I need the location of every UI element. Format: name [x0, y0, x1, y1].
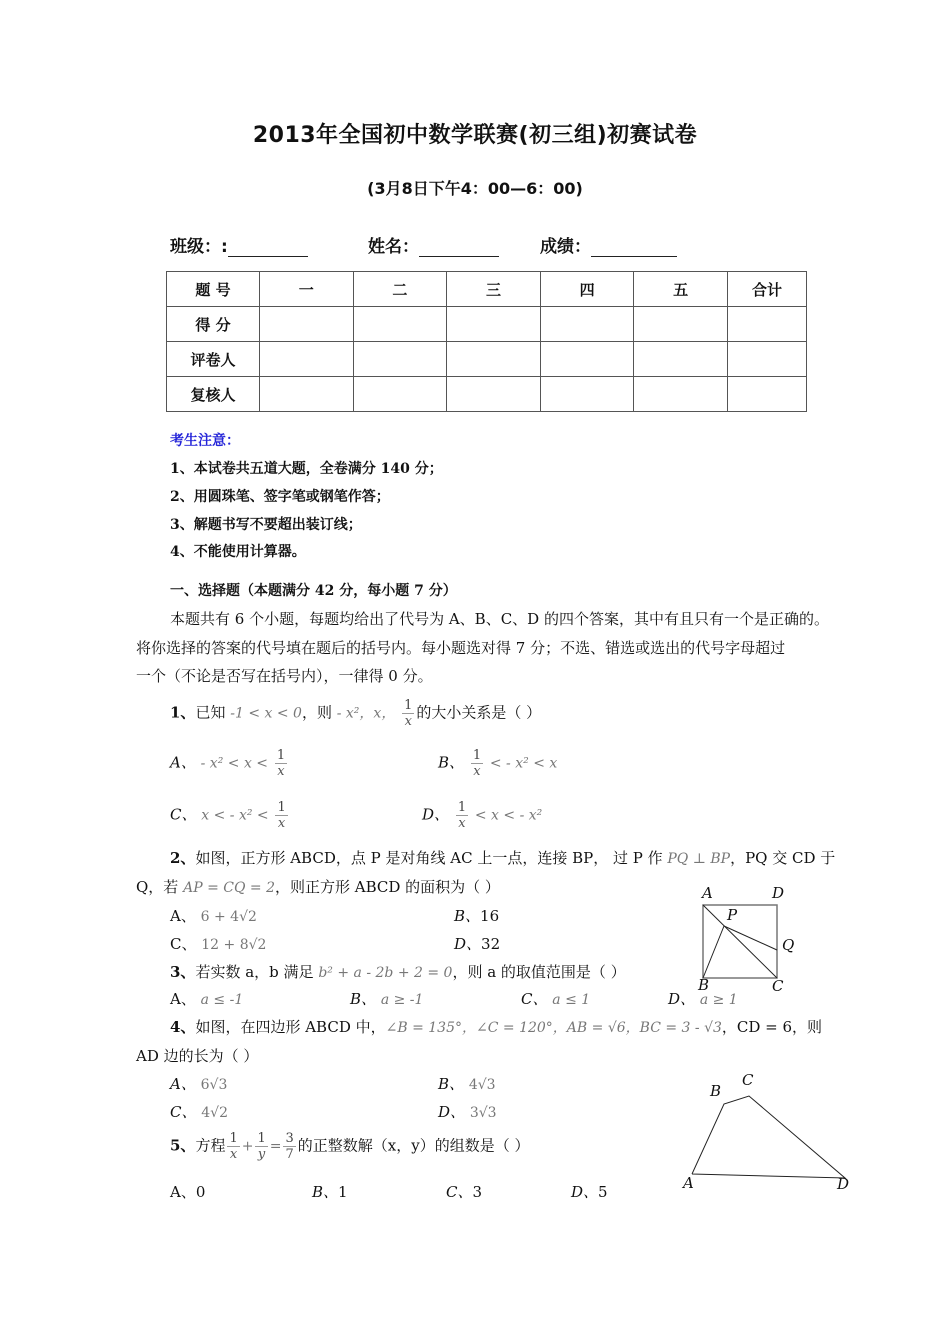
- label-c: C: [742, 1071, 754, 1089]
- class-blank[interactable]: [228, 238, 308, 257]
- question-number: 4、: [170, 1018, 196, 1036]
- fraction: $\frac{1}{x}$: [457, 800, 467, 831]
- q2-text: ，PQ 交 CD 于: [730, 849, 836, 867]
- option-b[interactable]: [312, 1181, 348, 1202]
- intro-line: 将你选择的答案的代号填在题后的括号内。每小题选对得 7 分；不选、错选或选出的代号字母超过: [136, 639, 786, 657]
- score-cell[interactable]: [728, 307, 807, 342]
- option-b[interactable]: [350, 988, 423, 1009]
- option-a[interactable]: [170, 1073, 227, 1094]
- score-cell[interactable]: [728, 377, 807, 412]
- q5-text: 方程: [195, 1136, 226, 1155]
- option-value: 3√3: [469, 1105, 497, 1121]
- q1-terms: - x²，x，: [336, 705, 396, 722]
- option-label: D、: [422, 805, 450, 824]
- option-b[interactable]: [438, 748, 557, 779]
- notice-item: 1、本试卷共五道大题，全卷满分 140 分；: [170, 461, 443, 477]
- option-label: B、: [438, 753, 465, 772]
- option-label: D、: [668, 990, 696, 1008]
- score-field[interactable]: [540, 232, 677, 257]
- option-label: B、: [350, 990, 377, 1008]
- intro-line: 一个（不论是否写在括号内），一律得 0 分。: [136, 667, 433, 685]
- header-cell: 五: [634, 272, 728, 307]
- option-b[interactable]: [454, 905, 499, 926]
- question-5: [170, 1131, 529, 1162]
- q5-text: 的正整数解（x，y）的组数是（ ）: [297, 1136, 530, 1155]
- name-label: 姓名：: [368, 237, 419, 257]
- score-cell[interactable]: [540, 377, 634, 412]
- option-value: 3: [472, 1183, 483, 1201]
- exam-title: 2013年全国初中数学联赛(初三组)初赛试卷: [252, 123, 698, 148]
- score-cell[interactable]: [353, 342, 447, 377]
- option-label: C、: [446, 1183, 473, 1201]
- option-value: a ≥ 1: [699, 992, 738, 1008]
- score-table-header: [167, 272, 807, 307]
- option-label: D、: [454, 935, 482, 953]
- option-label: C、: [170, 1103, 197, 1121]
- option-d[interactable]: [438, 1101, 497, 1122]
- option-label: A、: [170, 990, 196, 1008]
- option-a[interactable]: [170, 988, 243, 1009]
- option-label: D、: [438, 1103, 466, 1121]
- fraction: $\frac{1}{x}$: [277, 800, 286, 831]
- q1-text: 的大小关系是（ ）: [416, 703, 542, 722]
- option-c[interactable]: [170, 1101, 228, 1122]
- header-cell: 四: [540, 272, 634, 307]
- option-value: 1: [338, 1183, 348, 1201]
- score-cell[interactable]: [260, 342, 354, 377]
- option-value: 6√3: [200, 1077, 228, 1093]
- option-c[interactable]: [521, 988, 590, 1009]
- option-label: B、: [312, 1183, 339, 1201]
- label-b: B: [698, 976, 710, 994]
- q3-text: 若实数 a，b 满足: [195, 963, 314, 981]
- fraction: $\frac{1}{y}$: [257, 1131, 266, 1162]
- option-label: A、: [170, 1075, 196, 1093]
- option-label: A、: [170, 1183, 196, 1201]
- question-2: [170, 847, 835, 868]
- score-cell[interactable]: [353, 307, 447, 342]
- option-d[interactable]: [422, 800, 542, 831]
- score-cell[interactable]: [260, 377, 354, 412]
- option-expr: < x < - x²: [474, 807, 543, 824]
- question-4: [170, 1016, 822, 1037]
- row-label: 复核人: [167, 377, 260, 412]
- question-number: 5、: [170, 1136, 196, 1155]
- option-d[interactable]: [571, 1181, 608, 1202]
- option-value: a ≤ -1: [200, 992, 244, 1008]
- name-blank[interactable]: [419, 238, 499, 257]
- option-c[interactable]: [446, 1181, 482, 1202]
- exam-time: (3月8日下午4：00—6：00): [367, 179, 583, 198]
- square-figure: [690, 878, 810, 1000]
- option-value: 4√3: [468, 1077, 496, 1093]
- section-heading: 一、选择题（本题满分 42 分，每小题 7 分）: [170, 583, 457, 599]
- option-expr: < - x² < x: [489, 755, 558, 772]
- header-cell: 一: [260, 272, 354, 307]
- option-d[interactable]: [454, 933, 500, 954]
- table-row: [167, 307, 807, 342]
- notice-item: 4、不能使用计算器。: [170, 544, 306, 560]
- score-cell[interactable]: [353, 377, 447, 412]
- option-a[interactable]: [170, 1181, 205, 1202]
- quadrilateral-figure: [675, 1068, 860, 1196]
- class-field[interactable]: [170, 232, 308, 257]
- score-cell[interactable]: [447, 342, 541, 377]
- option-label: C、: [170, 935, 197, 953]
- option-value: 6 + 4√2: [200, 909, 257, 925]
- score-cell[interactable]: [260, 307, 354, 342]
- question-number: 2、: [170, 849, 196, 867]
- row-label: 评卷人: [167, 342, 260, 377]
- question-number: 1、: [170, 703, 196, 722]
- q1-text: ，则: [301, 703, 332, 722]
- score-cell[interactable]: [728, 342, 807, 377]
- option-label: C、: [521, 990, 548, 1008]
- table-row: [167, 342, 807, 377]
- class-label: 班级：:: [170, 237, 228, 257]
- question-number: 3、: [170, 963, 196, 981]
- header-cell: 题 号: [167, 272, 260, 307]
- score-cell[interactable]: [634, 307, 728, 342]
- option-label: A、: [170, 753, 196, 772]
- label-c: C: [772, 977, 784, 995]
- option-value: 12 + 8√2: [201, 937, 267, 953]
- header-cell: 二: [353, 272, 447, 307]
- row-label: 得 分: [167, 307, 260, 342]
- option-expr: - x² < x <: [200, 755, 269, 772]
- option-label: A、: [170, 907, 196, 925]
- score-table: [166, 271, 807, 412]
- label-d: D: [837, 1175, 850, 1193]
- fraction: $\frac{1}{x}$: [404, 698, 413, 729]
- fraction: $\frac{1}{x}$: [229, 1131, 238, 1162]
- label-a: A: [702, 884, 713, 902]
- option-value: 5: [598, 1183, 608, 1201]
- q3-text: ，则 a 的取值范围是（ ）: [452, 963, 626, 981]
- score-cell[interactable]: [447, 377, 541, 412]
- label-p: P: [727, 906, 738, 924]
- question-1: [170, 698, 541, 729]
- score-cell[interactable]: [540, 342, 634, 377]
- question-2-line2: [136, 876, 500, 897]
- option-value: 16: [480, 907, 500, 925]
- option-value: 32: [481, 935, 501, 953]
- equals-sign: =: [269, 1138, 282, 1155]
- option-label: C、: [170, 805, 197, 824]
- score-cell[interactable]: [447, 307, 541, 342]
- fraction: $\frac{1}{x}$: [276, 748, 286, 779]
- label-b: B: [710, 1082, 722, 1100]
- label-a: A: [683, 1174, 694, 1192]
- notice-item: 2、用圆珠笔、签字笔或钢笔作答；: [170, 489, 390, 505]
- score-cell[interactable]: [540, 307, 634, 342]
- q1-condition: -1 < x < 0: [230, 705, 302, 722]
- q2-text: Q，若: [136, 878, 179, 896]
- option-expr: x < - x² <: [201, 807, 269, 824]
- plus-sign: +: [241, 1138, 254, 1155]
- score-cell[interactable]: [634, 342, 728, 377]
- name-field[interactable]: [368, 232, 499, 257]
- fraction: $\frac{3}{7}$: [285, 1131, 294, 1162]
- q4-text: ，CD = 6，则: [721, 1018, 823, 1036]
- table-row: [167, 377, 807, 412]
- q4-text: 如图，在四边形 ABCD 中，: [195, 1018, 386, 1036]
- option-value: a ≤ 1: [552, 992, 591, 1008]
- label-q: Q: [782, 936, 795, 954]
- option-a[interactable]: [170, 905, 257, 926]
- label-d: D: [772, 884, 785, 902]
- option-value: 4√2: [201, 1105, 229, 1121]
- q2-math: PQ ⊥ BP: [667, 851, 731, 867]
- score-blank[interactable]: [591, 238, 677, 257]
- option-label: B、: [454, 907, 481, 925]
- question-4-line2: AD 边的长为（ ）: [136, 1047, 259, 1065]
- notice-item: 3、解题书写不要超出装订线；: [170, 517, 362, 533]
- option-label: B、: [438, 1075, 465, 1093]
- question-3: [170, 961, 626, 982]
- option-label: D、: [571, 1183, 599, 1201]
- option-value: 0: [195, 1183, 206, 1201]
- q3-equation: b² + a - 2b + 2 = 0: [318, 965, 453, 981]
- option-a[interactable]: [170, 748, 289, 779]
- q4-math: ∠B = 135°，∠C = 120°，AB = √6，BC = 3 - √3: [385, 1020, 722, 1036]
- header-cell: 三: [447, 272, 541, 307]
- q2-text: 如图，正方形 ABCD，点 P 是对角线 AC 上一点，连接 BP， 过 P 作: [195, 849, 663, 867]
- option-c[interactable]: [170, 800, 290, 831]
- option-c[interactable]: [170, 933, 266, 954]
- option-d[interactable]: [668, 988, 738, 1009]
- notice-heading: 考生注意：: [170, 433, 240, 449]
- option-b[interactable]: [438, 1073, 496, 1094]
- q2-math: AP = CQ = 2: [183, 880, 275, 896]
- fraction: $\frac{1}{x}$: [472, 748, 482, 779]
- q1-text: 已知: [195, 703, 226, 722]
- score-cell[interactable]: [634, 377, 728, 412]
- intro-line: 本题共有 6 个小题，每题均给出了代号为 A、B、C、D 的四个答案，其中有且只有一个是正确的。: [170, 610, 829, 628]
- header-cell: 合计: [728, 272, 807, 307]
- q2-text: ，则正方形 ABCD 的面积为（ ）: [274, 878, 500, 896]
- option-value: a ≥ -1: [380, 992, 424, 1008]
- score-label: 成绩：: [540, 237, 591, 257]
